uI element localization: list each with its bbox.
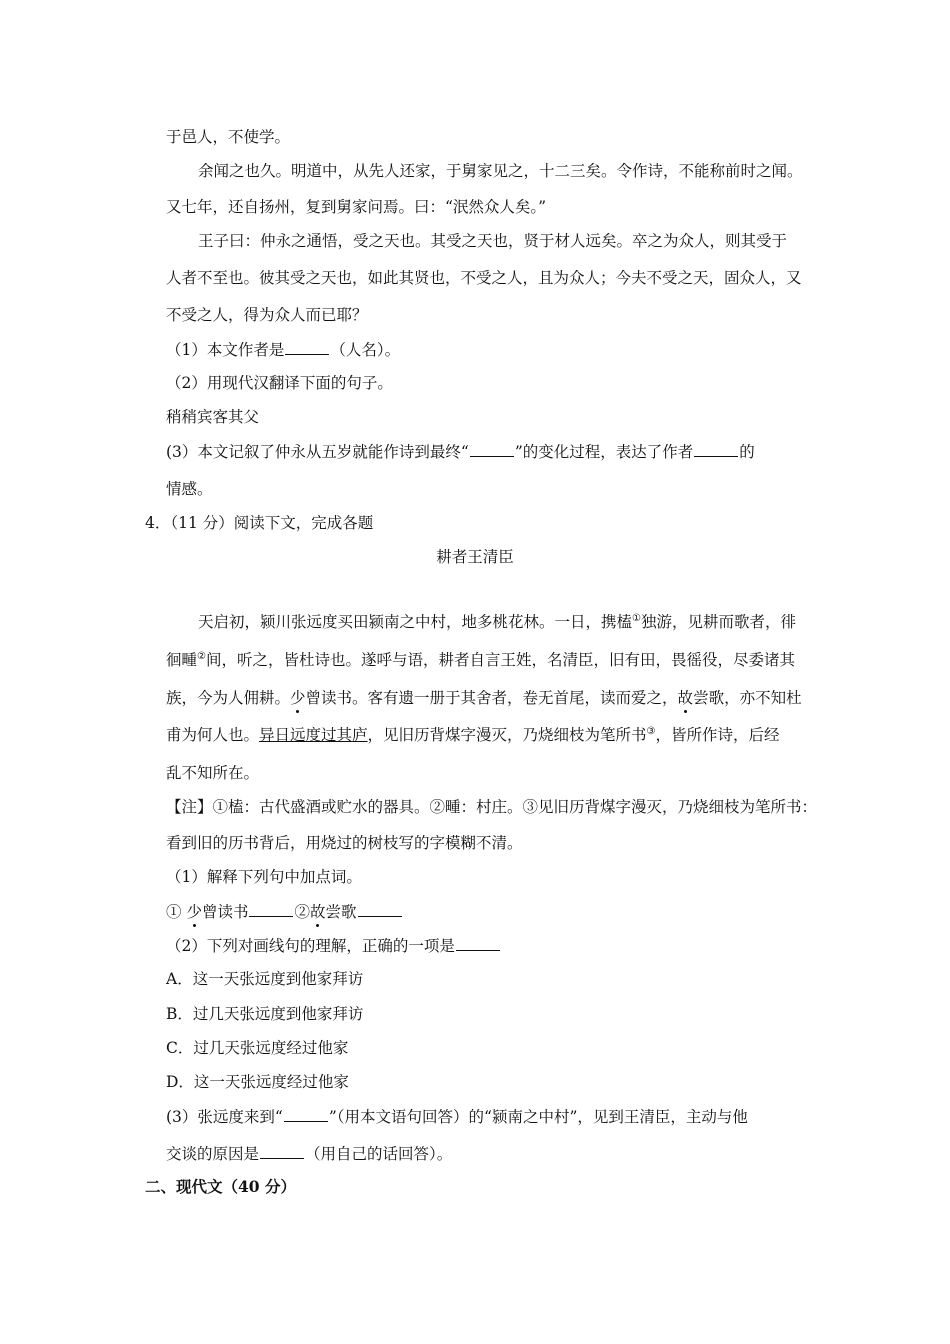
passage-line: 不受之人，得为众人而已耶？	[166, 306, 368, 324]
answer-blank[interactable]	[285, 339, 329, 355]
passage-line: 又七年，还自扬州，复到舅家问焉。曰：“泯然众人矣。”	[166, 198, 547, 216]
footnote-mark: ①	[632, 612, 641, 624]
option-d[interactable]: D．这一天张远度经过他家	[166, 1073, 349, 1091]
passage-line: 乱不知所在。	[166, 764, 260, 782]
answer-blank[interactable]	[249, 901, 293, 917]
answer-blank[interactable]	[470, 441, 514, 457]
passage-line: 王子曰：仲永之通悟，受之天也。其受之天也，贤于材人远矣。卒之为众人，则其受于	[198, 232, 788, 250]
option-c[interactable]: C．过几天张远度经过他家	[166, 1039, 349, 1057]
question-4-header: 4．（11 分）阅读下文，完成各题	[145, 514, 374, 532]
passage-line: 徊畽②间，听之，皆杜诗也。遂呼与语，耕者自言王姓，名清臣，旧有田，畏徭役，尽委诸其	[166, 650, 795, 669]
dotted-word: 故	[677, 689, 694, 707]
answer-blank[interactable]	[456, 935, 500, 951]
dotted-word: 故	[309, 903, 326, 921]
question-3-1: （1）本文作者是 （人名）。	[166, 341, 401, 359]
answer-blank[interactable]	[260, 1143, 304, 1159]
passage-line: 于邑人，不使学。	[166, 128, 291, 146]
note-line: 【注】①榼：古代盛酒或贮水的器具。②畽：村庄。③见旧历背煤字漫灭，乃烧细枝为笔所书：	[166, 798, 818, 816]
question-3-3-cont: 情感。	[166, 480, 213, 498]
question-4-1-items: ① 少曾读书 ②故尝歌	[166, 901, 403, 922]
answer-blank[interactable]	[694, 441, 738, 457]
question-4-1: （1）解释下列句中加点词。	[166, 868, 362, 886]
dotted-word: 少	[186, 903, 202, 921]
underlined-sentence: 异日远度过其庐	[259, 726, 368, 744]
question-4-2: （2）下列对画线句的理解，正确的一项是	[166, 935, 501, 956]
passage-line: 甫为何人也。异日远度过其庐，见旧历背煤字漫灭，乃烧细枝为笔所书③，皆所作诗，后经	[166, 725, 780, 744]
option-a[interactable]: A．这一天张远度到他家拜访	[166, 970, 364, 988]
option-b[interactable]: B．过几天张远度到他家拜访	[166, 1005, 364, 1023]
note-line: 看到旧的历书背后，用烧过的树枝写的字模糊不清。	[166, 834, 523, 852]
section-heading: 二、现代文（40 分）	[145, 1177, 296, 1196]
passage-line: 族，今为人佣耕。少曾读书。客有遗一册于其舍者，卷无首尾，读而爱之，故尝歌，亦不知杜	[166, 689, 802, 707]
passage-line: 余闻之也久。明道中，从先人还家，于舅家见之，十二三矣。令作诗，不能称前时之闻。	[198, 162, 803, 180]
question-3-2: （2）用现代汉翻译下面的句子。	[166, 374, 393, 392]
answer-blank[interactable]	[284, 1106, 328, 1122]
passage-line: 天启初，颍川张远度买田颍南之中村，地多桃花林。一日，携榼①独游，见耕而歌者，徘	[198, 612, 796, 631]
translate-sentence: 稍稍宾客其父	[166, 408, 260, 426]
footnote-mark: ③	[646, 725, 656, 737]
footnote-mark: ②	[197, 650, 206, 662]
passage-line: 人者不至也。彼其受之天也，如此其贤也，不受之人，且为众人；今夫不受之天，固众人，又	[166, 269, 802, 287]
passage-title: 耕者王清臣	[436, 548, 514, 566]
dotted-word: 少	[290, 689, 306, 707]
question-3-3: (3）本文记叙了仲永从五岁就能作诗到最终“ ”的变化过程，表达了作者 的	[166, 443, 755, 461]
question-4-3-cont: 交谈的原因是 （用自己的话回答）。	[166, 1145, 453, 1163]
answer-blank[interactable]	[358, 901, 402, 917]
question-4-3: (3）张远度来到“ ”（用本文语句回答）的“颍南之中村”，见到王清臣，主动与他	[166, 1108, 748, 1126]
